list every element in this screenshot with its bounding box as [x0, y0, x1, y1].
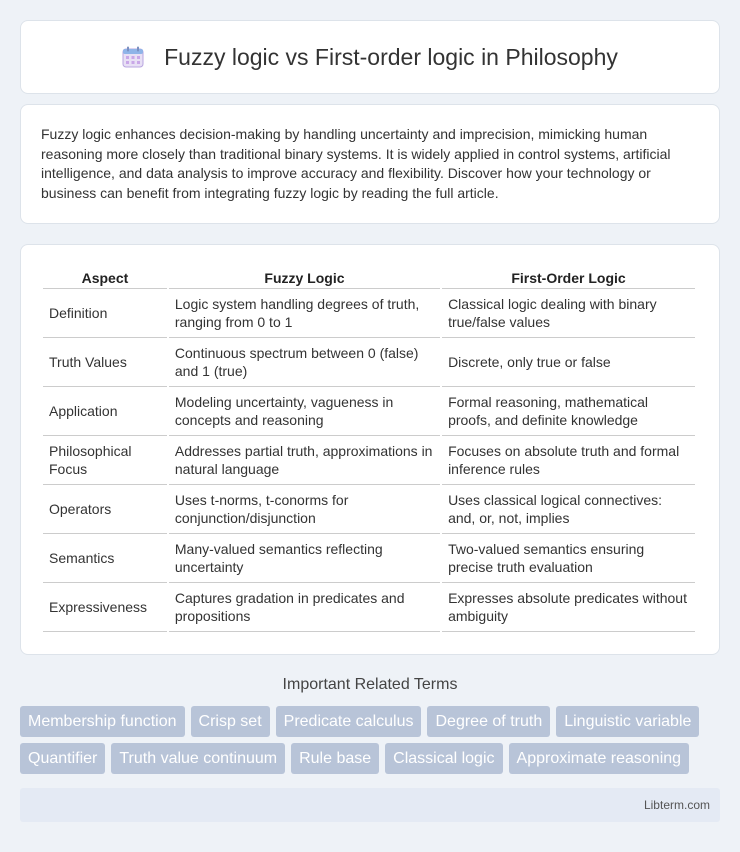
table-header-row — [43, 265, 695, 289]
tag-row — [20, 743, 720, 774]
tag-predicate-calculus[interactable]: Predicate calculus — [276, 706, 422, 737]
table-cell: Operators — [43, 485, 167, 534]
table-row — [43, 485, 695, 534]
table-cell: Application — [43, 387, 167, 436]
comparison-card — [20, 244, 720, 655]
tag-classical-logic[interactable]: Classical logic — [385, 743, 502, 774]
table-cell: Philosophical Focus — [43, 436, 167, 485]
table-cell: Many-valued semantics reflecting uncertainty — [169, 534, 440, 583]
table-cell: Two-valued semantics ensuring precise truth evaluation — [442, 534, 695, 583]
table-row — [43, 583, 695, 632]
related-terms — [20, 706, 720, 780]
tag-linguistic-variable[interactable]: Linguistic variable — [556, 706, 699, 737]
table-cell: Semantics — [43, 534, 167, 583]
tag-degree-of-truth[interactable]: Degree of truth — [427, 706, 550, 737]
tag-approximate-reasoning[interactable]: Approximate reasoning — [509, 743, 690, 774]
tag-quantifier[interactable]: Quantifier — [20, 743, 105, 774]
page-title: Fuzzy logic vs First-order logic in Philosophy — [164, 43, 618, 70]
table-cell: Continuous spectrum between 0 (false) and 1 (true) — [169, 338, 440, 387]
table-cell: Formal reasoning, mathematical proofs, and definite knowledge — [442, 387, 695, 436]
tag-membership-function[interactable]: Membership function — [20, 706, 185, 737]
column-header: Fuzzy Logic — [169, 265, 440, 289]
table-cell: Expresses absolute predicates without ambiguity — [442, 583, 695, 632]
table-row — [43, 436, 695, 485]
table-cell: Discrete, only true or false — [442, 338, 695, 387]
table-cell: Modeling uncertainty, vagueness in concepts and reasoning — [169, 387, 440, 436]
table-row — [43, 338, 695, 387]
column-header: Aspect — [43, 265, 167, 289]
table-cell: Captures gradation in predicates and propositions — [169, 583, 440, 632]
table-cell: Focuses on absolute truth and formal inference rules — [442, 436, 695, 485]
footer-brand-link[interactable]: Libterm.com — [643, 798, 710, 812]
table-cell: Uses classical logical connectives: and, or, not, implies — [442, 485, 695, 534]
tag-rule-base[interactable]: Rule base — [291, 743, 379, 774]
tag-truth-value-continuum[interactable]: Truth value continuum — [111, 743, 285, 774]
table-cell: Classical logic dealing with binary true/false values — [442, 289, 695, 338]
calendar-icon — [122, 46, 144, 68]
header-card — [20, 20, 720, 94]
table-cell: Addresses partial truth, approximations in natural language — [169, 436, 440, 485]
table-row — [43, 534, 695, 583]
intro-card — [20, 104, 720, 224]
table-cell: Definition — [43, 289, 167, 338]
related-terms-heading: Important Related Terms — [282, 676, 458, 693]
column-header: First-Order Logic — [442, 265, 695, 289]
tag-crisp-set[interactable]: Crisp set — [191, 706, 270, 737]
table-cell: Logic system handling degrees of truth, ranging from 0 to 1 — [169, 289, 440, 338]
comparison-table — [41, 265, 697, 632]
table-cell: Expressiveness — [43, 583, 167, 632]
table-row — [43, 387, 695, 436]
tag-row — [20, 706, 720, 737]
table-row — [43, 289, 695, 338]
intro-text: Fuzzy logic enhances decision-making by handling uncertainty and imprecision, mimicking human reasoning more closely than traditional binary systems. It is widely applied in control systems, artificial intelligence, and data analysis to improve accuracy and flexibility. Discover how your technology or business can benefit from integrating fuzzy logic by reading the full article. — [41, 126, 671, 201]
table-cell: Uses t-norms, t-conorms for conjunction/disjunction — [169, 485, 440, 534]
footer — [20, 788, 720, 822]
table-cell: Truth Values — [43, 338, 167, 387]
